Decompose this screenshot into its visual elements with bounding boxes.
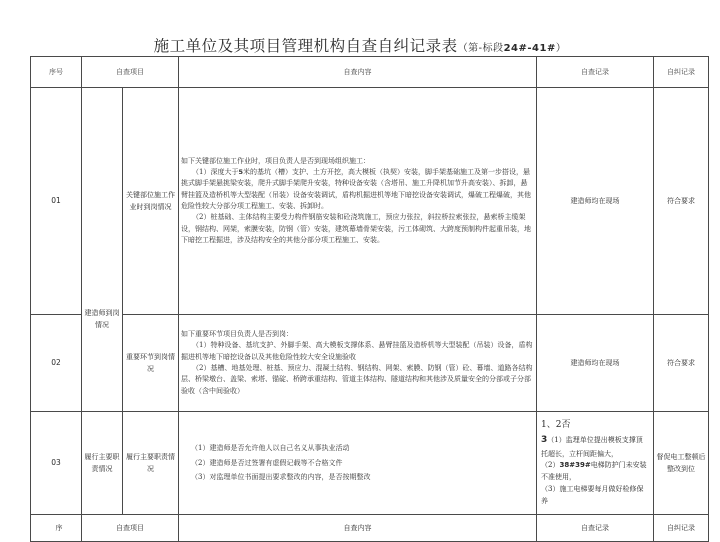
row-content xyxy=(179,412,537,515)
row-record xyxy=(537,412,654,515)
content-paragraph: （1）特种设备、基坑支护、外脚手架、高大模板支撑体系、悬臂挂篮及造桥机等大型装配（吊装）设备，盾构掘进机等地下暗挖设备以及其他危险性较大安全设施验收 xyxy=(181,341,533,361)
row-subitem: 关键部位施工作业时到岗情况 xyxy=(123,88,179,315)
row-record: 建造师均在现场 xyxy=(537,315,654,412)
row-record: 建造师均在现场 xyxy=(537,88,654,315)
row-index: 03 xyxy=(31,412,82,515)
title-main: 施工单位及其项目管理机构自查自纠记录表 xyxy=(153,37,458,55)
row-subitem: 重要环节到岗情况 xyxy=(123,315,179,412)
content-intro: 如下关键部位施工作业时，项目负责人是否到现场组织施工： xyxy=(181,156,370,165)
content-paragraph: （2）桩基础、主体结构主要受力构件钢筋安装和砼浇筑施工，预应力张拉，斜拉桥拉索张拉，悬索桥主缆架设，钢结构、网架，索膜安装，防钢（管）安装，建筑幕墙骨架安装，污工体砌筑、大跨度预制构件起重吊装，地下暗挖工程掘进，涉及结构安全的其他分部分项工程施工、安装。 xyxy=(181,213,531,244)
header-row xyxy=(31,57,709,88)
title-subtitle: （第-标段24#-41#） xyxy=(457,43,567,54)
row-correction: 符合要求 xyxy=(654,88,709,315)
inspection-table xyxy=(30,56,709,542)
row-correction: 符合要求 xyxy=(654,315,709,412)
footer-content: 自查内容 xyxy=(179,515,537,542)
row-content xyxy=(179,315,537,412)
row-content xyxy=(179,88,537,315)
footer-record: 自查记录 xyxy=(537,515,654,542)
row-index: 01 xyxy=(31,88,82,315)
content-paragraph: （2）建造师是否过签署有虚假记载等不合格文件 xyxy=(191,458,343,467)
content-paragraph: （1）建造师是否允许他人以自己名义从事执业活动 xyxy=(191,444,350,453)
header-correction: 自纠记录 xyxy=(654,57,709,88)
content-paragraph: （2）基槽、地基处理、桩基、预应力、混凝土结构、钢结构、网架、索膜、防钢（管）砼、幕墙、道路各结构层、桥梁墩台、盖梁、索塔、锚碇、桥跨承重结构、管道主体结构、隧道结构和其他涉及质量安全的分部或子分部验收（含中间验收） xyxy=(181,364,533,395)
footer-item: 自查项目 xyxy=(82,515,179,542)
header-seq: 序号 xyxy=(31,57,82,88)
row-category: 履行主要职责情况 xyxy=(82,412,123,515)
table-row xyxy=(31,315,709,412)
content-paragraph: （3）对监理单位书面提出要求整改的内容，是否按期整改 xyxy=(191,473,371,482)
record-line: 1、2否 xyxy=(541,419,571,430)
row-index: 02 xyxy=(31,315,82,412)
record-line: 3（1）监理单位提出模板支撑顶托超长，立杆间距偏大， xyxy=(541,435,643,458)
table-row xyxy=(31,412,709,515)
content-paragraph: （1）深度大于5米的基坑（槽）支护、土方开挖，高大模板（执契）安装，脚手架基础施工及第一步搭设，悬挑式脚手架悬挑梁安装，爬升式脚手架爬升安装，特种设备安装（含塔吊、施工升降机加节升高安装）、拆卸，悬臂挂篮及造桥机等大型装配（吊装）设备安装调试，盾构机掘进机等地下暗挖设备安装调试，爆破工程爆破，其他危险性较大分部分项工程施工、安装、拆卸时。 xyxy=(181,168,531,210)
row-subitem: 履行主要职责情况 xyxy=(123,412,179,515)
footer-seq: 序 xyxy=(31,515,82,542)
header-content: 自查内容 xyxy=(179,57,537,88)
header-item: 自查项目 xyxy=(82,57,179,88)
footer-correction: 自纠记录 xyxy=(654,515,709,542)
record-line: （3）施工电梯要每月做好检修保养 xyxy=(541,485,644,506)
record-line: （2）38#39#电梯防护门未安装不准使用， xyxy=(541,461,647,482)
content-intro: 如下重要环节项目负责人是否到岗： xyxy=(181,330,293,339)
table-row xyxy=(31,88,709,315)
row-correction: 督促电工整顿后整改到位 xyxy=(654,412,709,515)
footer-row xyxy=(31,515,709,542)
row-category: 建造师到岗情况 xyxy=(82,88,123,412)
header-record: 自查记录 xyxy=(537,57,654,88)
page-title xyxy=(0,34,720,56)
